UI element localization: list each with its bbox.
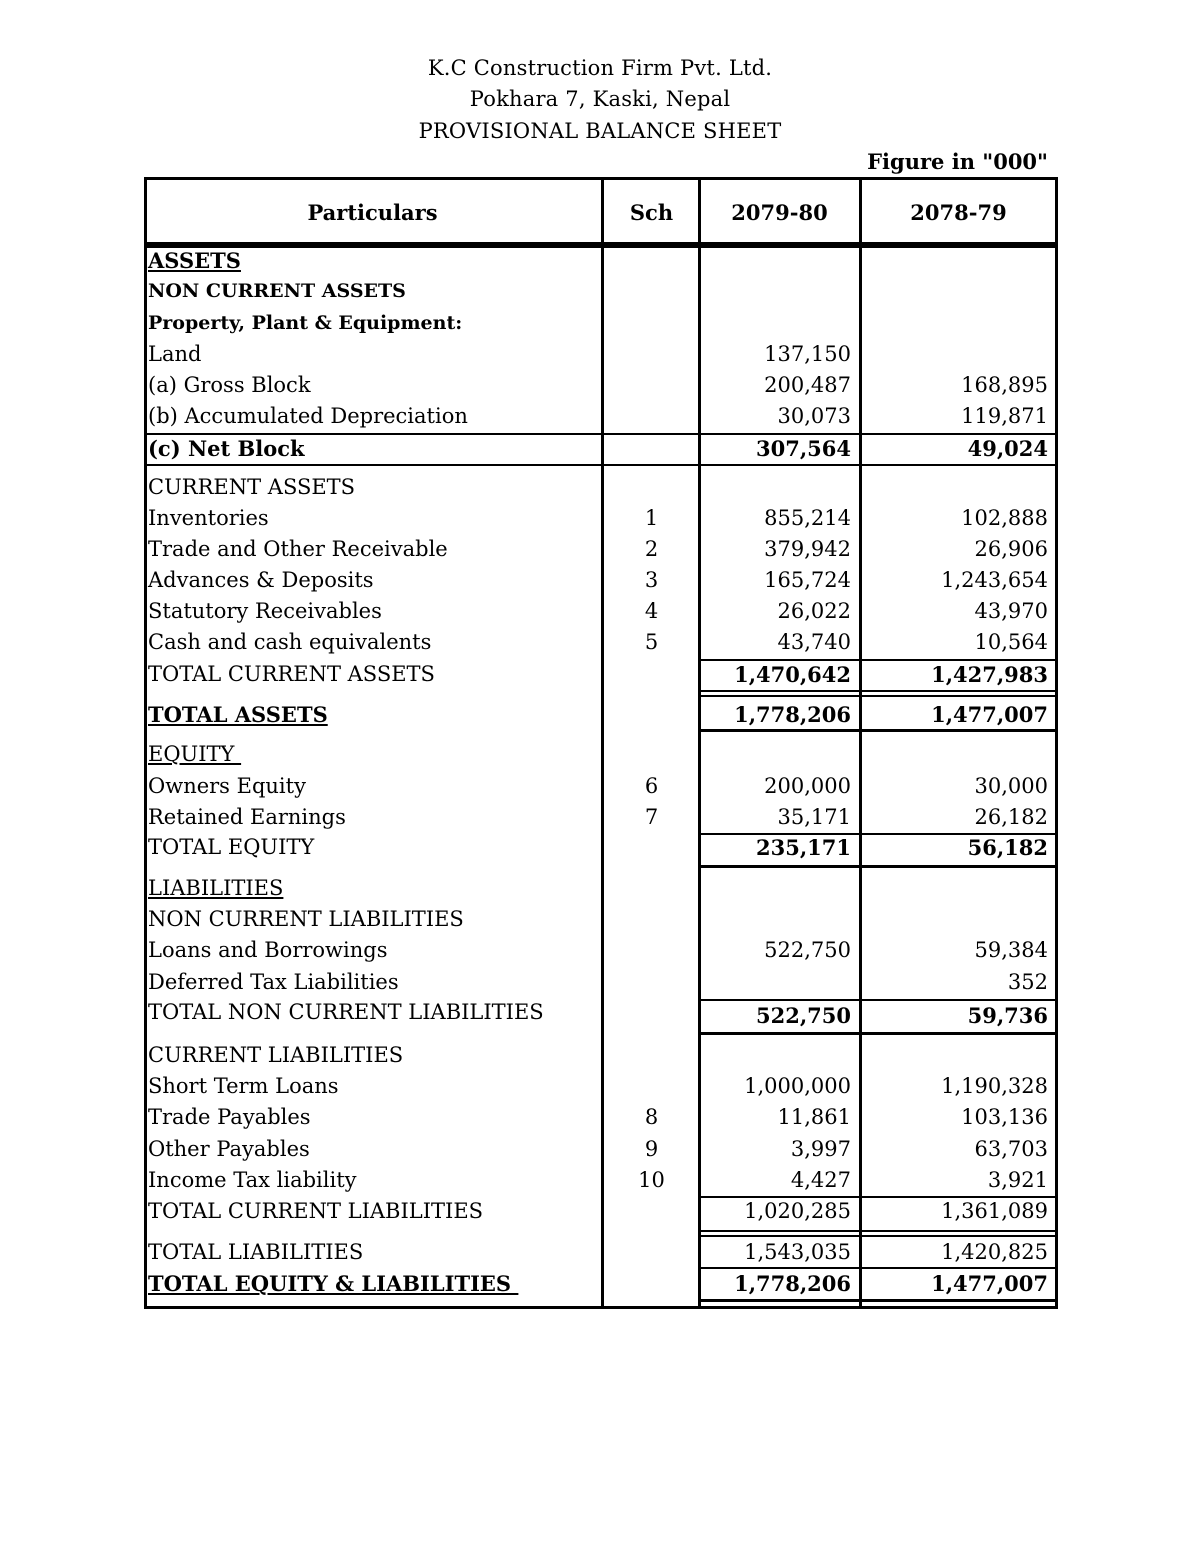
subsection-heading-non-current-liabilities [144, 904, 1058, 935]
row-value-2078-79: 3,921 [987, 1168, 1048, 1192]
table-row [144, 967, 1058, 998]
table-row [144, 339, 1058, 370]
total-current-assets-bottom-rule [698, 690, 1058, 692]
row-value-2079-80: 200,000 [764, 774, 851, 798]
total-row-assets [144, 699, 1058, 730]
row-schedule: 10 [638, 1168, 665, 1192]
row-value-2079-80: 379,942 [764, 537, 851, 561]
row-label: Trade Payables [148, 1105, 311, 1129]
section-heading-assets [144, 245, 1058, 276]
table-row [144, 1102, 1058, 1133]
table-row [144, 503, 1058, 534]
table-row [144, 1071, 1058, 1102]
row-value-2079-80: 1,020,285 [744, 1199, 851, 1223]
table-row [144, 935, 1058, 966]
figure-units-note: Figure in "000" [867, 149, 1048, 174]
row-label: Deferred Tax Liabilities [148, 970, 399, 994]
header-2079-80: 2079-80 [731, 200, 828, 225]
table-row [144, 596, 1058, 627]
row-value-2078-79: 352 [1007, 970, 1048, 994]
row-value-2079-80: 307,564 [756, 436, 851, 461]
table-row [144, 627, 1058, 658]
section-heading-liabilities [144, 873, 1058, 904]
row-value-2079-80: 43,740 [777, 630, 851, 654]
row-value-2078-79: 1,243,654 [941, 568, 1048, 592]
row-schedule: 9 [644, 1137, 659, 1161]
header-2078-79: 2078-79 [910, 200, 1007, 225]
row-label: NON CURRENT ASSETS [148, 280, 406, 302]
row-value-2078-79: 59,736 [967, 1003, 1048, 1028]
row-value-2078-79: 1,477,007 [931, 702, 1048, 727]
row-label: LIABILITIES [148, 876, 284, 900]
row-value-2079-80: 1,778,206 [734, 702, 851, 727]
total-equity-bottom-rule [698, 865, 1058, 868]
table-row [144, 771, 1058, 802]
row-label: Inventories [148, 506, 269, 530]
row-label: TOTAL NON CURRENT LIABILITIES [148, 1000, 544, 1024]
row-value-2078-79: 26,182 [974, 805, 1048, 829]
row-schedule: 2 [644, 537, 659, 561]
table-row [144, 1134, 1058, 1165]
row-label: Land [148, 342, 202, 366]
row-label: (b) Accumulated Depreciation [148, 404, 468, 428]
header-sch: Sch [629, 200, 674, 225]
balance-sheet-table [144, 177, 1058, 1309]
row-label: Cash and cash equivalents [148, 630, 432, 654]
section-heading-equity [144, 739, 1058, 770]
row-value-2079-80: 1,000,000 [744, 1074, 851, 1098]
row-label: TOTAL CURRENT LIABILITIES [148, 1199, 484, 1223]
row-label: ASSETS [148, 248, 241, 273]
row-schedule: 1 [644, 506, 659, 530]
total-ncl-bottom-rule [698, 1032, 1058, 1035]
row-value-2078-79: 1,420,825 [941, 1240, 1048, 1264]
table-row [144, 401, 1058, 432]
row-value-2078-79: 119,871 [961, 404, 1048, 428]
row-label: TOTAL EQUITY [148, 835, 315, 859]
company-address: Pokhara 7, Kaski, Nepal [469, 87, 731, 111]
total-row-current-liabilities [144, 1196, 1058, 1227]
grand-total-double-rule [698, 1299, 1058, 1302]
row-value-2078-79: 63,703 [974, 1137, 1048, 1161]
row-label: Short Term Loans [148, 1074, 339, 1098]
table-header-row [144, 197, 1058, 228]
row-value-2078-79: 168,895 [961, 373, 1048, 397]
net-block-bottom-rule [144, 464, 1058, 466]
row-value-2078-79: 26,906 [974, 537, 1048, 561]
row-schedule: 7 [644, 805, 659, 829]
row-value-2078-79: 1,190,328 [941, 1074, 1048, 1098]
row-label: TOTAL CURRENT ASSETS [148, 662, 435, 686]
row-value-2079-80: 855,214 [764, 506, 851, 530]
row-label: Property, Plant & Equipment: [148, 312, 463, 334]
total-row-current-assets [144, 659, 1058, 690]
row-value-2079-80: 522,750 [764, 938, 851, 962]
header-particulars: Particulars [307, 200, 438, 225]
total-cl-bottom-rule [698, 1230, 1058, 1232]
row-value-2078-79: 103,136 [961, 1105, 1048, 1129]
total-row-net-block [144, 433, 1058, 464]
row-value-2078-79: 10,564 [974, 630, 1048, 654]
row-label: TOTAL EQUITY & LIABILITIES [148, 1271, 519, 1296]
table-row [144, 1165, 1058, 1196]
row-value-2079-80: 30,073 [777, 404, 851, 428]
row-value-2079-80: 26,022 [777, 599, 851, 623]
row-value-2079-80: 1,778,206 [734, 1271, 851, 1296]
row-schedule: 3 [644, 568, 659, 592]
row-label: TOTAL LIABILITIES [148, 1240, 364, 1264]
row-schedule: 6 [644, 774, 659, 798]
subsection-heading-current-liabilities [144, 1040, 1058, 1071]
group-heading-ppe [144, 308, 1058, 339]
row-value-2078-79: 1,477,007 [931, 1271, 1048, 1296]
row-value-2078-79: 59,384 [974, 938, 1048, 962]
row-label: (c) Net Block [148, 436, 305, 461]
row-value-2078-79: 43,970 [974, 599, 1048, 623]
row-value-2079-80: 200,487 [764, 373, 851, 397]
row-value-2079-80: 165,724 [764, 568, 851, 592]
row-value-2078-79: 102,888 [961, 506, 1048, 530]
row-label: Statutory Receivables [148, 599, 382, 623]
row-value-2079-80: 1,543,035 [744, 1240, 851, 1264]
table-row [144, 534, 1058, 565]
row-label: Other Payables [148, 1137, 310, 1161]
row-value-2078-79: 1,427,983 [931, 662, 1048, 687]
row-label: NON CURRENT LIABILITIES [148, 907, 464, 931]
row-label: Retained Earnings [148, 805, 346, 829]
row-value-2078-79: 1,361,089 [941, 1199, 1048, 1223]
total-assets-top-rule [698, 695, 1058, 697]
row-value-2079-80: 35,171 [777, 805, 851, 829]
row-value-2079-80: 137,150 [764, 342, 851, 366]
subsection-heading-non-current-assets [144, 276, 1058, 307]
row-value-2079-80: 3,997 [790, 1137, 851, 1161]
row-value-2079-80: 11,861 [777, 1105, 851, 1129]
row-label: Trade and Other Receivable [148, 537, 448, 561]
table-row [144, 802, 1058, 833]
row-label: (a) Gross Block [148, 373, 311, 397]
row-label: Loans and Borrowings [148, 938, 388, 962]
table-row [144, 565, 1058, 596]
row-value-2079-80: 4,427 [790, 1168, 851, 1192]
row-schedule: 5 [644, 630, 659, 654]
row-value-2079-80: 1,470,642 [734, 662, 851, 687]
row-value-2078-79: 30,000 [974, 774, 1048, 798]
document-title: PROVISIONAL BALANCE SHEET [418, 119, 782, 143]
subsection-heading-current-assets [144, 472, 1058, 503]
row-label: Income Tax liability [148, 1168, 357, 1192]
row-label: TOTAL ASSETS [148, 702, 328, 727]
row-schedule: 4 [644, 599, 659, 623]
company-name: K.C Construction Firm Pvt. Ltd. [427, 56, 773, 80]
row-value-2079-80: 235,171 [756, 835, 851, 860]
row-label: CURRENT LIABILITIES [148, 1043, 404, 1067]
row-schedule: 8 [644, 1105, 659, 1129]
total-row-liabilities [144, 1237, 1058, 1268]
table-row [144, 370, 1058, 401]
total-row-non-current-liabilities [144, 997, 1058, 1028]
row-label: EQUITY [148, 742, 242, 766]
total-row-equity-and-liabilities [144, 1268, 1058, 1299]
row-label: Advances & Deposits [148, 568, 374, 592]
row-label: CURRENT ASSETS [148, 475, 356, 499]
row-label: Owners Equity [148, 774, 306, 798]
row-value-2079-80: 522,750 [756, 1003, 851, 1028]
row-value-2078-79: 56,182 [967, 835, 1048, 860]
total-row-equity [144, 832, 1058, 863]
row-value-2078-79: 49,024 [967, 436, 1048, 461]
